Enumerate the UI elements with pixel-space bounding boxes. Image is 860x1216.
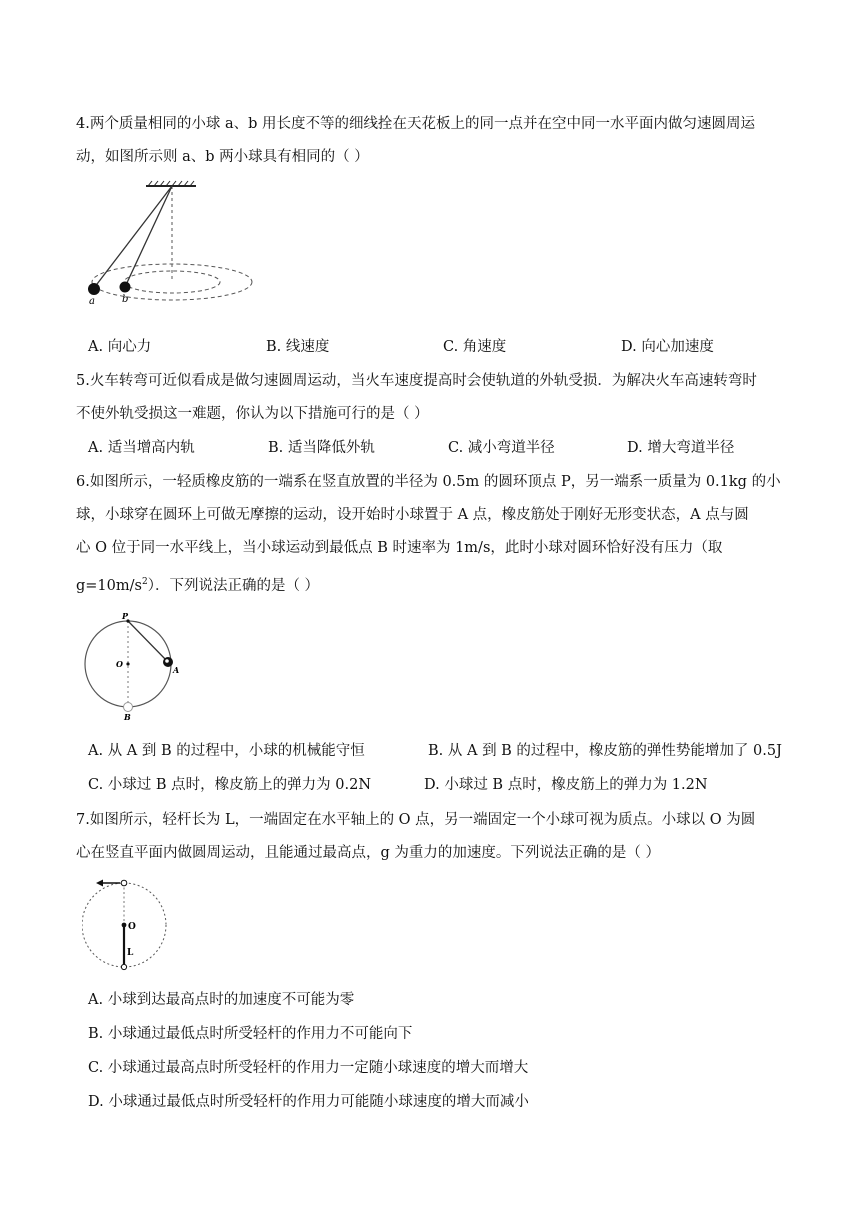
q5-option-a[interactable]: A. 适当增高内轨	[88, 440, 195, 456]
label-p: P	[122, 611, 129, 621]
q5-option-b[interactable]: B. 适当降低外轨	[268, 440, 375, 456]
q6-stem-line1: 6.如图所示，一轻质橡皮筋的一端系在竖直放置的半径为 0.5m 的圆环顶点 P，另一端系一质量为 0.1kg 的小	[76, 474, 781, 490]
q7-option-c[interactable]: C. 小球通过最高点时所受轻杆的作用力一定随小球速度的增大而增大	[88, 1060, 529, 1076]
q6-stem-line3: 心 O 位于同一水平线上，当小球运动到最低点 B 时速率为 1m/s，此时小球对圆环恰好没有压力（取	[76, 540, 723, 556]
q7-option-a[interactable]: A. 小球到达最高点时的加速度不可能为零	[88, 992, 355, 1008]
q7-option-d[interactable]: D. 小球通过最低点时所受轻杆的作用力可能随小球速度的增大而减小	[88, 1094, 529, 1110]
q7-rod-figure	[82, 876, 172, 974]
q6-stem-line4	[76, 572, 319, 596]
q7-stem-line2: 心在竖直平面内做圆周运动，且能通过最高点，g 为重力的加速度。下列说法正确的是（ ）	[76, 845, 660, 861]
ball-a	[88, 283, 100, 295]
q4-option-c[interactable]: C. 角速度	[443, 339, 507, 355]
ball-b	[120, 282, 131, 293]
q6-question-text: ）．下列说法正确的是（ ）	[147, 577, 320, 594]
q4-stem-line1: 4.两个质量相同的小球 a、b 用长度不等的细线拴在天花板上的同一点并在空中同一水平面内做匀速圆周运	[76, 116, 755, 132]
ball-at-b	[124, 703, 133, 712]
label-b: B	[124, 712, 131, 722]
q4-option-d[interactable]: D. 向心加速度	[621, 339, 714, 355]
q6-gravity-text: g=10m/s	[76, 577, 142, 594]
q7-option-b[interactable]: B. 小球通过最低点时所受轻杆的作用力不可能向下	[88, 1026, 413, 1042]
rubber-band	[128, 621, 168, 662]
q5-stem-line1: 5.火车转弯可近似看成是做匀速圆周运动，当火车速度提高时会使轨道的外轨受损．为解决火车高速转弯时	[76, 373, 757, 389]
q5-option-d[interactable]: D. 增大弯道半径	[627, 440, 735, 456]
q4-stem-line2: 动，如图所示则 a、b 两小球具有相同的（ ）	[76, 149, 369, 165]
q4-option-b[interactable]: B. 线速度	[266, 339, 330, 355]
q5-option-c[interactable]: C. 减小弯道半径	[448, 440, 555, 456]
q5-stem-line2: 不使外轨受损这一难题，你认为以下措施可行的是（ ）	[76, 406, 429, 422]
q7-stem-line1: 7.如图所示，轻杆长为 L，一端固定在水平轴上的 O 点，另一端固定一个小球可视为质点。小球以 O 为圆	[76, 812, 756, 828]
label-a: A	[173, 665, 180, 675]
q6-option-c[interactable]: C. 小球过 B 点时，橡皮筋上的弹力为 0.2N	[88, 777, 372, 793]
label-o: O	[128, 922, 136, 932]
q6-stem-line2: 球，小球穿在圆环上可做无摩擦的运动，设开始时小球置于 A 点，橡皮筋处于刚好无形变状态，A 点与圆	[76, 507, 749, 523]
label-l: L	[127, 948, 134, 958]
q4-conical-pendulum-figure	[80, 180, 260, 310]
label-b: b	[122, 294, 129, 305]
q6-option-b[interactable]: B. 从 A 到 B 的过程中，橡皮筋的弹性势能增加了 0.5J	[428, 743, 782, 759]
q4-option-a[interactable]: A. 向心力	[88, 339, 152, 355]
q6-option-a[interactable]: A. 从 A 到 B 的过程中，小球的机械能守恒	[88, 743, 365, 759]
q6-ring-figure	[82, 610, 186, 722]
ceiling-hatch	[146, 181, 196, 186]
label-a: a	[89, 296, 95, 307]
label-o: O	[116, 659, 123, 669]
q6-gravity-exponent: 2	[141, 577, 148, 587]
q6-option-d[interactable]: D. 小球过 B 点时，橡皮筋上的弹力为 1.2N	[424, 777, 708, 793]
ball-top	[121, 880, 127, 886]
